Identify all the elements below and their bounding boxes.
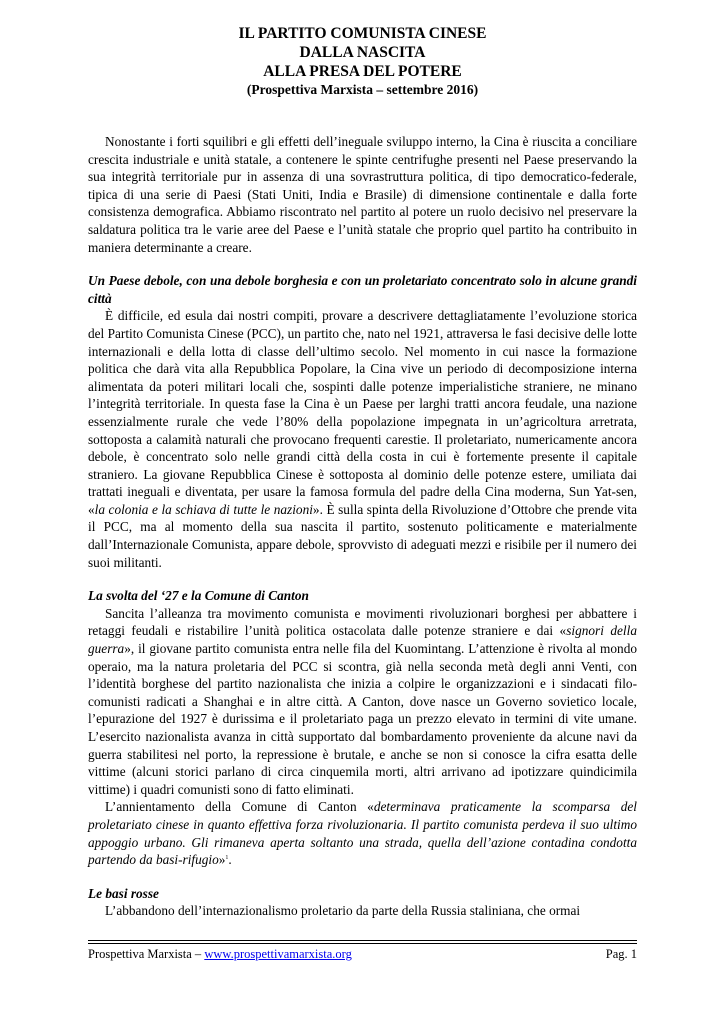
title-line-1: IL PARTITO COMUNISTA CINESE	[238, 25, 487, 42]
text-run: L’annientamento della Comune di Canton «	[105, 799, 374, 815]
document-body	[88, 133, 637, 920]
section-heading-1: Un Paese debole, con una debole borghesia e con un proletariato concentrato solo in alcune grandi città	[88, 273, 637, 306]
footnote-marker[interactable]: 1	[225, 855, 229, 862]
text-run: », il giovane partito comunista entra nelle fila del Kuomintang. L’attenzione è rivolta al mondo operaio, ma la natura proletaria del PCC si scontra, già nella seconda metà degli anni Venti, con l’identità borghese del partito nazionalista che inizia a colpire le organizzazioni e i sindacati filo-comunisti radicati a Shanghai e in altre città. A Canton, dove nasce un Governo sovietico locale, l’epurazione del 1927 è durissima e il proletariato paga un prezzo elevato in termini di vite umane. L’esercito nazionalista avanza in città supportato dal bombardamento proveniente da alcune navi da guerra stabilitesi nel porto, la repressione è brutale, e anche se non si conosce la cifra esatta delle vittime (alcuni storici parlano di circa cinquemila morti, altri arrivano ad ipotizzare quindicimila vittime) i quadri comunisti sono di fatto eliminati.	[88, 641, 637, 797]
subtitle: (Prospettiva Marxista – settembre 2016)	[246, 82, 479, 97]
quote-run: determinava praticamente la scomparsa del proletariato cinese in quanto effettiva forza rivoluzionaria. Il partito comunista perdeva il suo ultimo appoggio urbano. Gli rimaneva aperta soltanto una strada, quella dell’azione contadina condotta partendo da basi-rifugio	[88, 799, 637, 868]
section-2-paragraph-1	[88, 605, 637, 799]
section-2-paragraph-2	[88, 798, 637, 868]
text-run: Sancita l’alleanza tra movimento comunista e movimenti rivoluzionari borghesi per abbattere i retaggi feudali e ristabilire l’unità politica ostacolata dalle potenze straniere e dai «	[88, 605, 637, 639]
section-heading-2: La svolta del ‘27 e la Comune di Canton	[88, 588, 309, 604]
section-3-paragraph: L’abbandono dell’internazionalismo proletario da parte della Russia staliniana, che ormai	[105, 903, 581, 919]
text-run: ». È sulla spinta della Rivoluzione d’Ottobre che prende vita il PCC, ma al momento della sua nascita il partito, sostenuto politicamente e materialmente dall’Internazionale Comunista, appare debole, sprovvisto di adeguati mezzi e risibile per il numero dei suoi militanti.	[88, 501, 637, 570]
footer-left	[88, 947, 352, 962]
text-run: »	[218, 852, 226, 868]
title-line-2: DALLA NASCITA	[299, 44, 426, 61]
footer-site-name: Prospettiva Marxista –	[88, 947, 205, 961]
page-number: Pag. 1	[605, 947, 637, 961]
footer	[88, 947, 637, 962]
title-line-3: ALLA PRESA DEL POTERE	[263, 63, 462, 80]
footer-divider	[88, 940, 637, 944]
quote-run: signori della guerra	[88, 623, 637, 657]
footer-website-link[interactable]: www.prospettivamarxista.org	[204, 947, 352, 961]
text-run: .	[228, 852, 232, 868]
section-heading-3: Le basi rosse	[88, 885, 159, 901]
quote-run: la colonia e la schiava di tutte le nazioni	[94, 501, 313, 517]
text-run: È difficile, ed esula dai nostri compiti, provare a descrivere dettagliatamente l’evoluzione storica del Partito Comunista Cinese (PCC), un partito che, nato nel 1921, attraversa le fasi decisive delle lotte internazionali e della lotta di classe dell’ultimo secolo. Nel momento in cui nasce la formazione politica che darà vita alla Repubblica Popolare, la Cina vive un periodo di decomposizione interna alimentata da poteri militari locali che, sospinti dalle potenze imperialistiche straniere, ne minano l’integrità territoriale. In questa fase la Cina è un Paese per larghi tratti ancora feudale, una nazione essenzialmente rurale che vede l’80% della popolazione impegnata in un’agricoltura arretrata, sottoposta a calamità naturali che provocano frequenti carestie. Il proletariato, numericamente ancora debole, è concentrato solo nelle grandi città della costa in cui è fortemente presente il capitale straniero. La giovane Repubblica Cinese è sottoposta al dominio delle potenze estere, umiliata dai trattati ineguali e diventata, per usare la famosa formula del padre della Cina moderna, Sun Yat-sen, «	[88, 308, 637, 517]
intro-paragraph: Nonostante i forti squilibri e gli effetti dell’ineguale sviluppo interno, la Cina è riuscita a conciliare crescita industriale e unità statale, a contenere le spinte centrifughe presenti nel Paese preservando la sua integrità territoriale pur in assenza di una sovrastruttura politica, di tipo democratico-federale, tipica di una serie di Paesi (Stati Uniti, India e Brasile) di dimensione continentale e dalla forte consistenza demografica. Abbiamo riscontrato nel partito al potere un ruolo decisivo nel preservare la saldatura politica tra le varie aree del Paese e l’unità statale che proprio quel partito ha contribuito in maniera determinante a creare.	[88, 134, 637, 255]
section-1-paragraph	[88, 307, 637, 571]
document-header	[0, 24, 725, 99]
